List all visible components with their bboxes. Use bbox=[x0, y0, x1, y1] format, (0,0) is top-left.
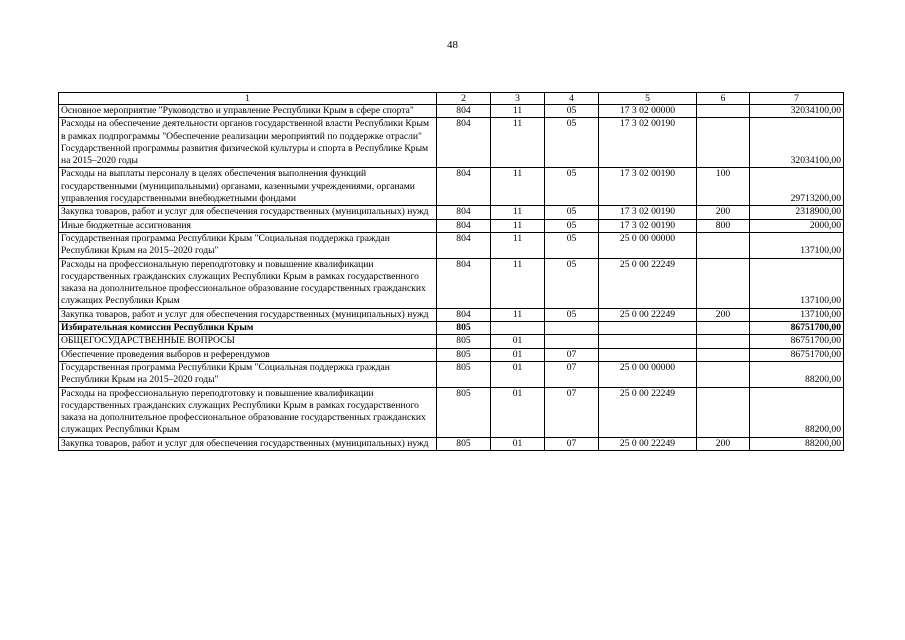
subsection-code-cell bbox=[545, 322, 599, 335]
ministry-code-cell: 805 bbox=[437, 335, 491, 348]
section-code-cell: 01 bbox=[491, 387, 545, 437]
table-row bbox=[59, 219, 844, 232]
target-article-cell: 25 0 00 22249 bbox=[599, 308, 697, 321]
amount-cell: 88200,00 bbox=[750, 361, 844, 387]
budget-table bbox=[58, 92, 844, 451]
section-code-cell: 11 bbox=[491, 258, 545, 308]
expense-type-cell: 200 bbox=[697, 308, 750, 321]
target-article-cell: 25 0 00 22249 bbox=[599, 437, 697, 450]
ministry-code-cell: 804 bbox=[437, 168, 491, 206]
expense-type-cell bbox=[697, 361, 750, 387]
section-code-cell: 01 bbox=[491, 348, 545, 361]
column-number-header: 7 bbox=[750, 93, 844, 105]
table-row bbox=[59, 118, 844, 168]
section-code-cell: 11 bbox=[491, 206, 545, 219]
ministry-code-cell: 804 bbox=[437, 308, 491, 321]
amount-cell: 88200,00 bbox=[750, 437, 844, 450]
section-code-cell: 11 bbox=[491, 118, 545, 168]
ministry-code-cell: 805 bbox=[437, 437, 491, 450]
page-number: 48 bbox=[447, 39, 458, 51]
amount-cell: 137100,00 bbox=[750, 258, 844, 308]
amount-cell: 2000,00 bbox=[750, 219, 844, 232]
expense-type-cell: 200 bbox=[697, 206, 750, 219]
table-row bbox=[59, 105, 844, 118]
table-row bbox=[59, 232, 844, 258]
expense-name-cell: Закупка товаров, работ и услуг для обеспечения государственных (муниципальных) нужд bbox=[59, 437, 437, 450]
subsection-code-cell: 05 bbox=[545, 232, 599, 258]
expense-name-cell: Закупка товаров, работ и услуг для обеспечения государственных (муниципальных) нужд bbox=[59, 308, 437, 321]
section-code-cell: 11 bbox=[491, 232, 545, 258]
expense-type-cell bbox=[697, 118, 750, 168]
subsection-code-cell: 07 bbox=[545, 361, 599, 387]
ministry-code-cell: 805 bbox=[437, 348, 491, 361]
section-code-cell: 01 bbox=[491, 335, 545, 348]
table-row bbox=[59, 258, 844, 308]
target-article-cell bbox=[599, 335, 697, 348]
section-code-cell: 01 bbox=[491, 437, 545, 450]
ministry-code-cell: 805 bbox=[437, 322, 491, 335]
expense-name-cell: Основное мероприятие "Руководство и управление Республики Крым в сфере спорта" bbox=[59, 105, 437, 118]
table-row bbox=[59, 206, 844, 219]
expense-type-cell bbox=[697, 335, 750, 348]
expense-name-cell: Государственная программа Республики Крым "Социальная поддержка граждан Республики Крым на 2015–2020 годы" bbox=[59, 361, 437, 387]
expense-name-cell: Расходы на выплаты персоналу в целях обеспечения выполнения функций государственными (муниципальными) органами, казенными учреждениями, органами управления государственными внебюджетными фондами bbox=[59, 168, 437, 206]
ministry-code-cell: 804 bbox=[437, 219, 491, 232]
expense-type-cell: 800 bbox=[697, 219, 750, 232]
expense-name-cell: Расходы на профессиональную переподготовку и повышение квалификации государственных гражданских служащих Республики Крым в рамках государственного заказа на дополнительное профессиональное образование государственных гражданских служащих Республики Крым bbox=[59, 258, 437, 308]
subsection-code-cell: 05 bbox=[545, 258, 599, 308]
subsection-code-cell: 07 bbox=[545, 348, 599, 361]
amount-cell: 88200,00 bbox=[750, 387, 844, 437]
subsection-code-cell: 05 bbox=[545, 206, 599, 219]
column-number-header: 3 bbox=[491, 93, 545, 105]
subsection-code-cell: 05 bbox=[545, 219, 599, 232]
expense-type-cell bbox=[697, 105, 750, 118]
subsection-code-cell: 05 bbox=[545, 168, 599, 206]
subsection-code-cell bbox=[545, 335, 599, 348]
amount-cell: 86751700,00 bbox=[750, 322, 844, 335]
expense-type-cell bbox=[697, 322, 750, 335]
ministry-code-cell: 805 bbox=[437, 387, 491, 437]
section-code-cell: 11 bbox=[491, 308, 545, 321]
subsection-code-cell: 05 bbox=[545, 308, 599, 321]
target-article-cell: 25 0 00 22249 bbox=[599, 258, 697, 308]
target-article-cell: 17 3 02 00190 bbox=[599, 219, 697, 232]
table-row bbox=[59, 437, 844, 450]
column-number-header: 4 bbox=[545, 93, 599, 105]
expense-type-cell bbox=[697, 258, 750, 308]
target-article-cell bbox=[599, 322, 697, 335]
amount-cell: 137100,00 bbox=[750, 308, 844, 321]
section-code-cell: 11 bbox=[491, 168, 545, 206]
subsection-code-cell: 05 bbox=[545, 105, 599, 118]
column-number-row bbox=[59, 93, 844, 105]
ministry-code-cell: 804 bbox=[437, 232, 491, 258]
target-article-cell: 17 3 02 00190 bbox=[599, 206, 697, 219]
amount-cell: 32034100,00 bbox=[750, 105, 844, 118]
target-article-cell: 25 0 00 00000 bbox=[599, 232, 697, 258]
section-code-cell: 01 bbox=[491, 361, 545, 387]
expense-name-cell: Расходы на профессиональную переподготовку и повышение квалификации государственных гражданских служащих Республики Крым в рамках государственного заказа на дополнительное профессиональное образование государственных гражданских служащих Республики Крым bbox=[59, 387, 437, 437]
target-article-cell: 17 3 02 00190 bbox=[599, 118, 697, 168]
column-number-header: 1 bbox=[59, 93, 437, 105]
ministry-code-cell: 804 bbox=[437, 105, 491, 118]
expense-name-cell: Расходы на обеспечение деятельности органов государственной власти Республики Крым в рамках подпрограммы "Обеспечение реализации мероприятий по поддержке отрасли" Государственной программы развития физической культуры и спорта в Республике Крым на 2015–2020 годы bbox=[59, 118, 437, 168]
target-article-cell: 25 0 00 00000 bbox=[599, 361, 697, 387]
expense-name-cell: Закупка товаров, работ и услуг для обеспечения государственных (муниципальных) нужд bbox=[59, 206, 437, 219]
amount-cell: 32034100,00 bbox=[750, 118, 844, 168]
section-code-cell bbox=[491, 322, 545, 335]
target-article-cell: 17 3 02 00190 bbox=[599, 168, 697, 206]
amount-cell: 86751700,00 bbox=[750, 335, 844, 348]
table-row bbox=[59, 348, 844, 361]
table-row bbox=[59, 308, 844, 321]
target-article-cell: 17 3 02 00000 bbox=[599, 105, 697, 118]
amount-cell: 2318900,00 bbox=[750, 206, 844, 219]
expense-type-cell bbox=[697, 348, 750, 361]
amount-cell: 29713200,00 bbox=[750, 168, 844, 206]
target-article-cell: 25 0 00 22249 bbox=[599, 387, 697, 437]
ministry-code-cell: 804 bbox=[437, 206, 491, 219]
expense-type-cell: 200 bbox=[697, 437, 750, 450]
section-code-cell: 11 bbox=[491, 219, 545, 232]
table-body bbox=[59, 105, 844, 451]
expense-name-cell: Иные бюджетные ассигнования bbox=[59, 219, 437, 232]
table-row bbox=[59, 361, 844, 387]
ministry-code-cell: 805 bbox=[437, 361, 491, 387]
expense-type-cell bbox=[697, 387, 750, 437]
ministry-code-cell: 804 bbox=[437, 118, 491, 168]
table-row bbox=[59, 335, 844, 348]
amount-cell: 86751700,00 bbox=[750, 348, 844, 361]
subsection-code-cell: 07 bbox=[545, 437, 599, 450]
expense-name-cell: Избирательная комиссия Республики Крым bbox=[59, 322, 437, 335]
column-number-header: 5 bbox=[599, 93, 697, 105]
expense-type-cell: 100 bbox=[697, 168, 750, 206]
expense-name-cell: Государственная программа Республики Крым "Социальная поддержка граждан Республики Крым на 2015–2020 годы" bbox=[59, 232, 437, 258]
section-code-cell: 11 bbox=[491, 105, 545, 118]
ministry-code-cell: 804 bbox=[437, 258, 491, 308]
target-article-cell bbox=[599, 348, 697, 361]
expense-name-cell: ОБЩЕГОСУДАРСТВЕННЫЕ ВОПРОСЫ bbox=[59, 335, 437, 348]
subsection-code-cell: 05 bbox=[545, 118, 599, 168]
amount-cell: 137100,00 bbox=[750, 232, 844, 258]
column-number-header: 2 bbox=[437, 93, 491, 105]
table-row bbox=[59, 322, 844, 335]
subsection-code-cell: 07 bbox=[545, 387, 599, 437]
column-number-header: 6 bbox=[697, 93, 750, 105]
table-row bbox=[59, 387, 844, 437]
expense-name-cell: Обеспечение проведения выборов и референдумов bbox=[59, 348, 437, 361]
table-row bbox=[59, 168, 844, 206]
expense-type-cell bbox=[697, 232, 750, 258]
